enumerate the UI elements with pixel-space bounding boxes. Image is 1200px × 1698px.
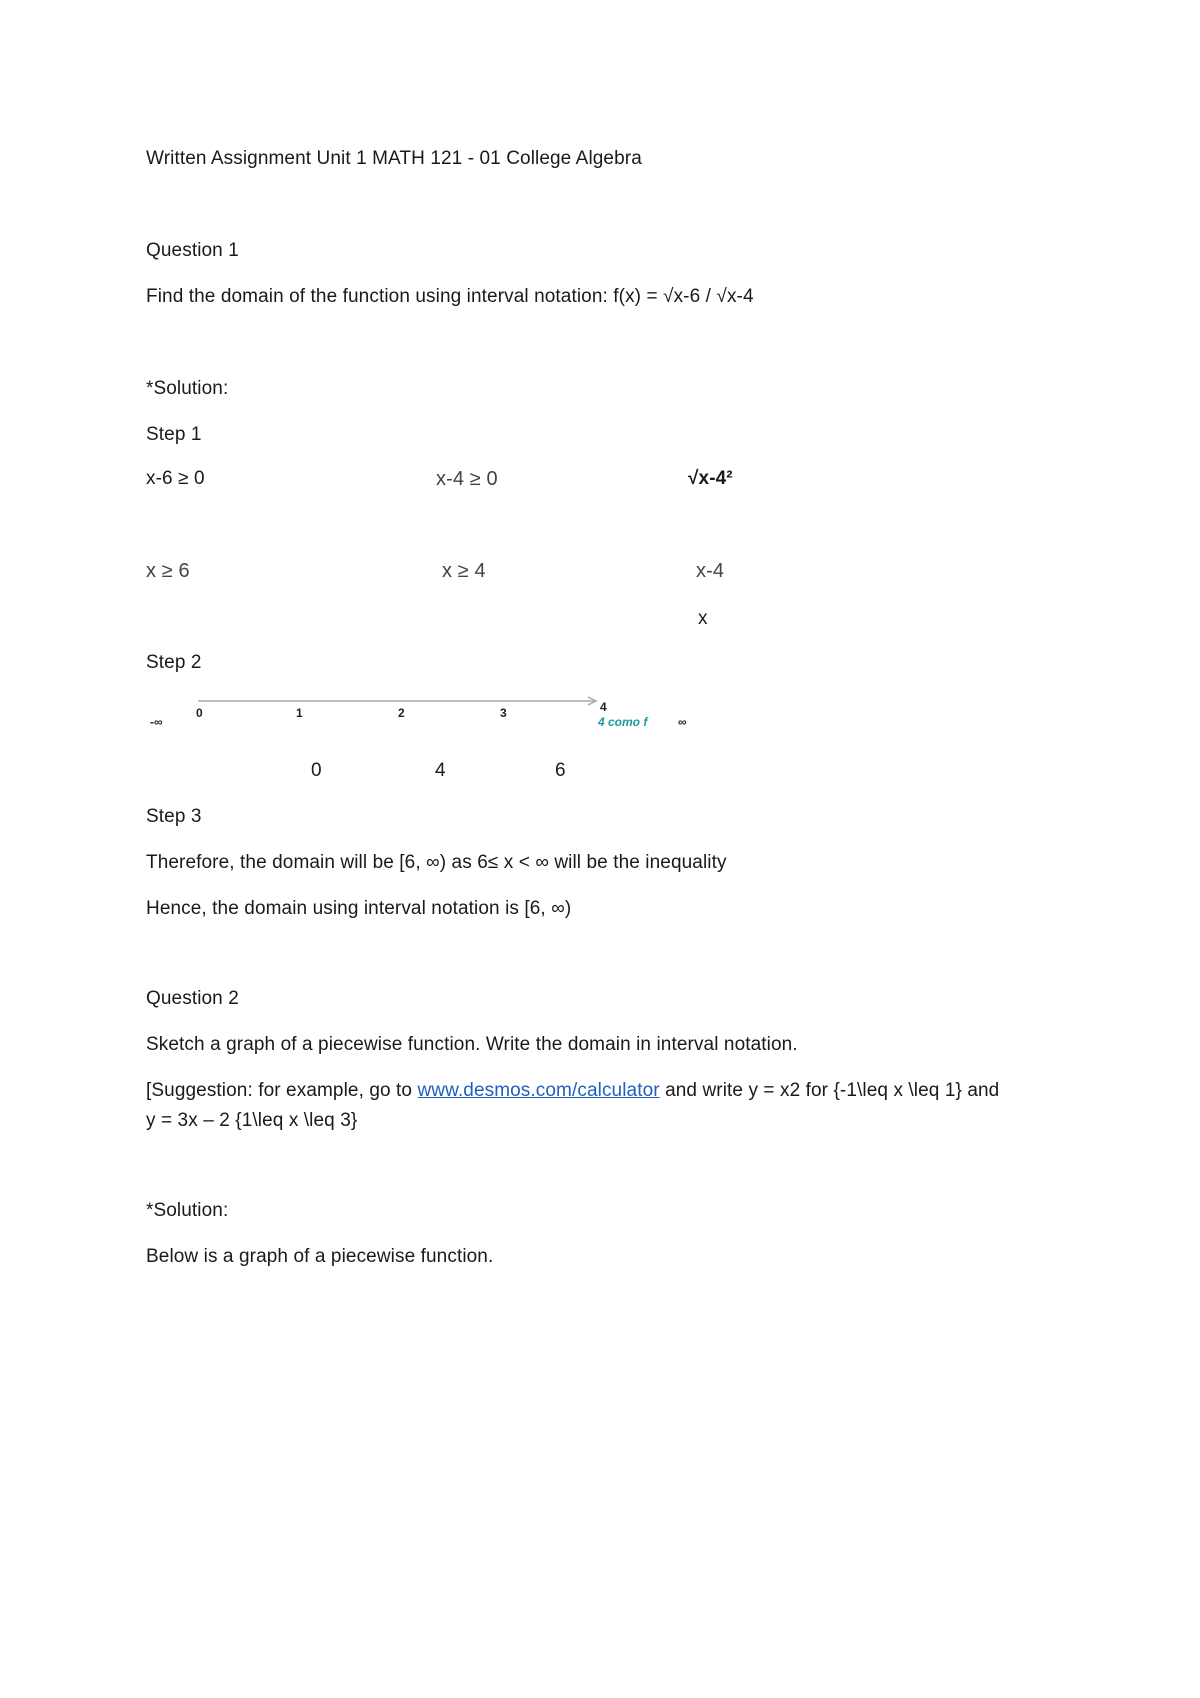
step1-col1-line1: x-6 ≥ 0 [146,468,205,489]
step1-col3-line2: x-4 [696,560,725,582]
step1-label: Step 1 [146,424,202,445]
step1-col2-line1: x-4 ≥ 0 [436,468,498,490]
step3-line1: Therefore, the domain will be [6, ∞) as 6≤ x < ∞ will be the inequality [146,852,727,873]
suggestion-prefix: [Suggestion: for example, go to [146,1080,418,1101]
number-line [148,688,708,732]
step2-label: Step 2 [146,652,202,673]
tick-label-4: 4 [600,700,607,714]
number-line-end-text: 4 como f [598,715,648,729]
tick-label-1: 1 [296,706,303,720]
below-label-6: 6 [555,760,566,781]
tick-label-2: 2 [398,706,405,720]
below-label-0: 0 [311,760,322,781]
step1-col3-line3: x [698,608,708,629]
question-2-heading: Question 2 [146,988,239,1009]
q2-answer: Below is a graph of a piecewise function. [146,1246,494,1267]
q1-solution-label: *Solution: [146,378,229,399]
question-1-prompt: Find the domain of the function using interval notation: f(x) = √x-6 / √x-4 [146,286,754,307]
suggestion-line2: y = 3x – 2 {1\leq x \leq 3} [146,1110,358,1131]
tick-label-0: 0 [196,706,203,720]
question-2-prompt: Sketch a graph of a piecewise function. Write the domain in interval notation. [146,1034,798,1055]
neg-infinity-label: -∞ [150,715,163,729]
step1-col3-line1: √x-4² [688,468,733,489]
suggestion-line1 [146,1080,999,1102]
q2-solution-label: *Solution: [146,1200,229,1221]
below-label-4: 4 [435,760,446,781]
document-title: Written Assignment Unit 1 MATH 121 - 01 College Algebra [146,148,642,169]
tick-label-3: 3 [500,706,507,720]
suggestion-suffix: and write y = x2 for {-1\leq x \leq 1} and [659,1080,1000,1101]
step3-label: Step 3 [146,806,202,827]
step3-line2: Hence, the domain using interval notation is [6, ∞) [146,898,572,919]
question-1-heading: Question 1 [146,240,239,261]
step1-col2-line2: x ≥ 4 [442,560,486,582]
step1-col1-line2: x ≥ 6 [146,560,190,582]
pos-infinity-label: ∞ [678,715,687,729]
desmos-link[interactable]: www.desmos.com/calculator [417,1080,660,1101]
number-line-graphic [148,688,708,732]
